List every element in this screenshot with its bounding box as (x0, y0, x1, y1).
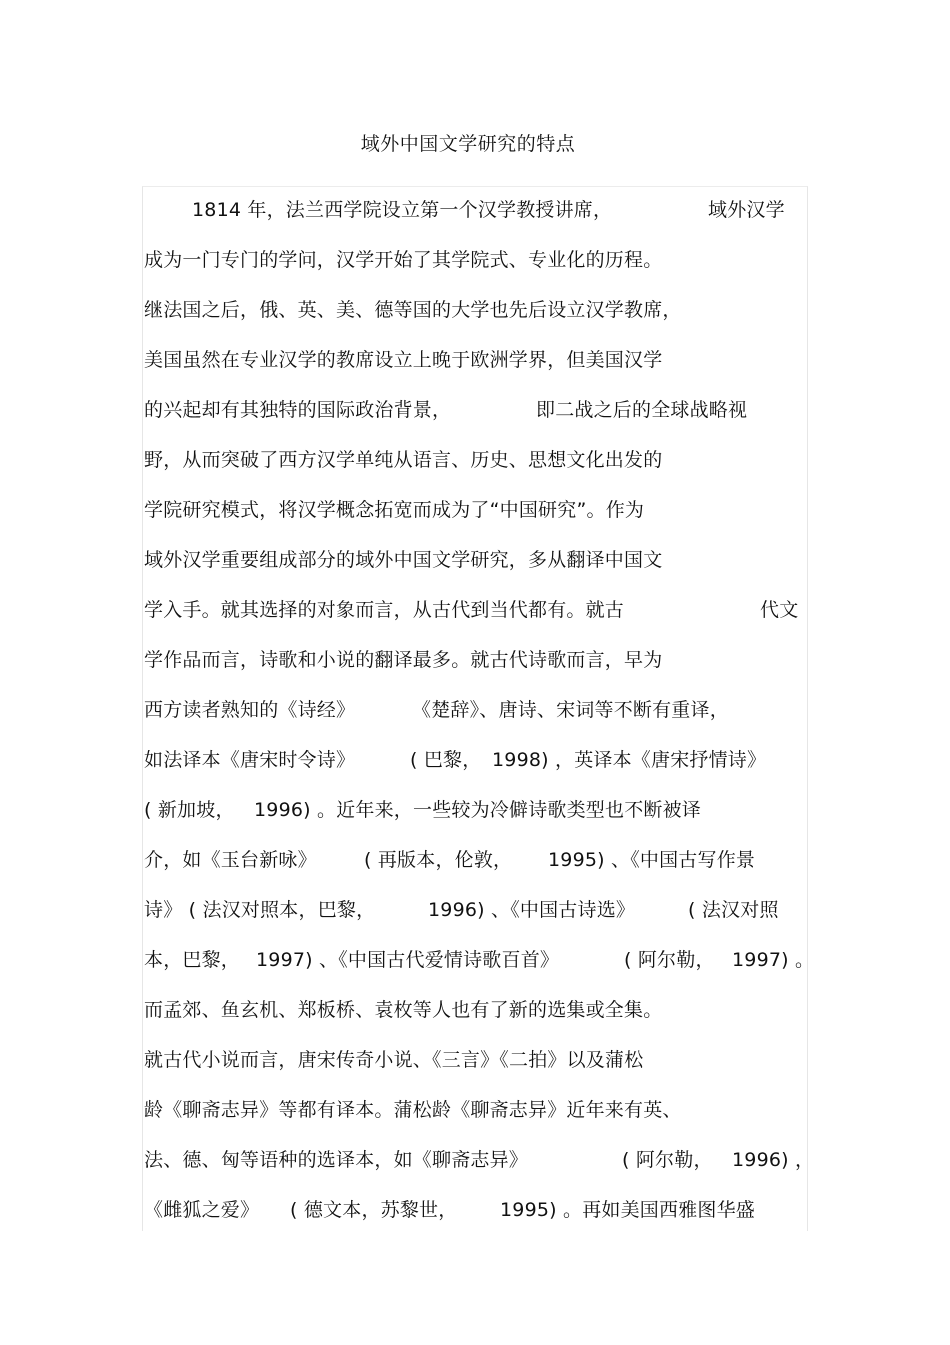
text-segment: 1996) 。近年来，一些较为冷僻诗歌类型也不断被译 (254, 799, 702, 821)
text-segment: ( 阿尔勒， (624, 949, 715, 971)
text-segment: 龄《聊斋志异》等都有译本。蒲松龄《聊斋志异》近年来有英、 (144, 1099, 682, 1121)
text-segment: ( 法汉对照 (688, 899, 779, 921)
text-segment: 学院研究模式，将汉学概念拓宽而成为了“中国研究”。作为 (144, 499, 645, 521)
text-segment: 法、德、匈等语种的选译本，如《聊斋志异》 (144, 1149, 529, 1171)
text-segment: 就古代小说而言，唐宋传奇小说、《三言》《二拍》以及蒲松 (144, 1049, 644, 1071)
text-segment: ( 阿尔勒， (622, 1149, 713, 1171)
text-segment: 学作品而言，诗歌和小说的翻译最多。就古代诗歌而言，早为 (144, 649, 663, 671)
text-segment: 1995) 、《中国古写作景 (548, 849, 756, 871)
text-segment: ( 再版本，伦敦， (364, 849, 513, 871)
text-segment: ( 新加坡， (144, 799, 235, 821)
text-segment: 1996) 、《中国古诗选》 (428, 899, 636, 921)
text-segment: 西方读者熟知的《诗经》 (144, 699, 356, 721)
text-segment: 介，如《玉台新咏》 (144, 849, 317, 871)
text-segment: 1998) ，英译本《唐宋抒情诗》 (492, 749, 767, 771)
text-segment: 而孟郊、鱼玄机、郑板桥、袁枚等人也有了新的选集或全集。 (144, 999, 663, 1021)
text-segment: 学入手。就其选择的对象而言，从古代到当代都有。就古 (144, 599, 625, 621)
text-segment: 野，从而突破了西方汉学单纯从语言、历史、思想文化出发的 (144, 449, 663, 471)
text-segment: 即二战之后的全球战略视 (536, 399, 748, 421)
text-segment: 《雌狐之爱》 (144, 1199, 260, 1221)
text-segment: 诗》 ( 法汉对照本，巴黎， (144, 899, 376, 921)
text-segment: 域外汉学 (708, 199, 785, 221)
text-segment: ( 巴黎， (410, 749, 482, 771)
text-segment: 域外汉学重要组成部分的域外中国文学研究，多从翻译中国文 (144, 549, 663, 571)
text-segment: 1995) 。再如美国西雅图华盛 (500, 1199, 756, 1221)
text-segment: 《楚辞》、唐诗、宋词等不断有重译， (412, 699, 729, 721)
text-segment: 如法译本《唐宋时令诗》 (144, 749, 356, 771)
text-segment: 1997) 、《中国古代爱情诗歌百首》 (256, 949, 560, 971)
text-segment: 1814 年，法兰西学院设立第一个汉学教授讲席， (192, 199, 613, 221)
text-segment: 继法国之后，俄、英、美、德等国的大学也先后设立汉学教席， (144, 299, 682, 321)
text-segment: 1997) 。 (732, 949, 815, 971)
document-title: 域外中国文学研究的特点 (360, 133, 576, 155)
text-segment: 本，巴黎， (144, 949, 241, 971)
text-segment: 1996) ， (732, 1149, 815, 1171)
text-segment: 成为一门专门的学问，汉学开始了其学院式、专业化的历程。 (144, 249, 663, 271)
text-segment: 美国虽然在专业汉学的教席设立上晚于欧洲学界，但美国汉学 (144, 349, 663, 371)
text-segment: 代文 (760, 599, 799, 621)
text-segment: ( 德文本，苏黎世， (290, 1199, 458, 1221)
text-segment: 的兴起却有其独特的国际政治背景， (144, 399, 452, 421)
